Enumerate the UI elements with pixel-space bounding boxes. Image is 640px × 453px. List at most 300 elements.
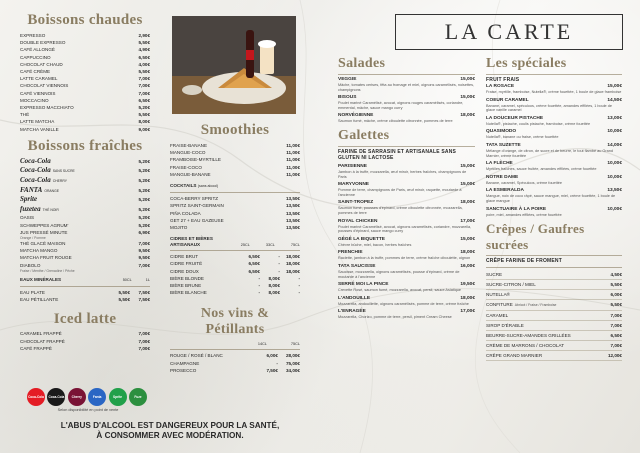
item-price: 15,00€: [607, 84, 622, 89]
crepes-list: [486, 270, 622, 361]
menu-entry: [20, 247, 150, 254]
menu-entry: [20, 229, 150, 240]
brand-logo-icon: Cherry: [68, 388, 86, 406]
item-price: 2,90€: [138, 33, 150, 38]
menu-row: [170, 253, 300, 260]
item-name: CAPPUCCINO: [20, 54, 51, 60]
item-price: 34,00€: [285, 367, 300, 373]
item-prices: [246, 282, 300, 289]
brand-label: [20, 176, 67, 186]
section-title-speciales: Les spéciales: [486, 56, 567, 71]
item-price: 4,90€: [138, 47, 150, 53]
menu-entry: [20, 222, 150, 229]
item-price: 6,50€: [248, 268, 260, 274]
item-note: Abricot / Fraise / Framboise: [514, 303, 557, 308]
item-name: SCHWEPPES AGRUM': [20, 222, 69, 228]
cidres-col2: 33CL: [265, 243, 275, 248]
item-name: BIÈRE BLANCHE: [170, 290, 207, 296]
item-prices: [246, 253, 300, 260]
crepes-subtitle: CRÊPE FARINE DE FROMENT: [486, 258, 562, 265]
item-name: NUTELLA®: [486, 292, 511, 298]
menu-row: [20, 118, 150, 125]
item-price: 7,00€: [138, 262, 150, 268]
item-price: 5,50€: [610, 282, 622, 288]
menu-row: [170, 289, 300, 296]
item-price: 11,00€: [286, 157, 300, 163]
item-name: GÉGÉ LA BIQUETTE: [338, 236, 385, 242]
menu-entry: [20, 254, 150, 261]
vins-cols: [170, 342, 300, 347]
item-name: MATCHA MANGO: [20, 248, 58, 254]
section-title-galettes: Galettes: [338, 127, 390, 143]
brand-name: Coca-Cola: [20, 176, 51, 185]
menu-item: [486, 129, 622, 140]
brand-name: Coca-Cola: [20, 166, 51, 175]
eaux-col1: 50CL: [122, 277, 132, 282]
item-price: -: [278, 268, 280, 274]
vins-col2: 75CL: [290, 342, 300, 347]
menu-item: [486, 84, 622, 95]
item-price: 18,00€: [285, 268, 300, 274]
item-price: 5,50€: [118, 290, 130, 296]
item-label: [486, 300, 556, 310]
menu-row: [170, 210, 300, 217]
item-description: Saumon fumé, mâche, crème ciboulette citronnée, pommes de terre: [338, 119, 453, 124]
item-description: Mozzarella, Chorizo, pomme de terre, persil, piment Cream Cheese: [338, 315, 452, 320]
item-price: 6,00€: [266, 353, 278, 359]
item-price: 13,50€: [285, 217, 300, 223]
item-price: 10,00€: [607, 206, 622, 212]
brand-logo-icon: Sprite: [109, 388, 127, 406]
menu-row: [170, 282, 300, 289]
item-description: Poulet mariné Caramélisé, avocat, oignons caramélisés, coriandre, mozzarella, pousses d'épinard, sauce mango curry: [338, 224, 472, 234]
item-name: NORVÉGIENNE: [338, 113, 374, 119]
speciales-subtitle: FRUIT FRAIS: [486, 77, 520, 83]
menu-row: [20, 97, 150, 104]
item-name: FRAMBOISE-MYRTILLE: [170, 157, 221, 163]
item-prices: [246, 260, 300, 267]
item-name: SAINT-TROPEZ: [338, 200, 374, 206]
item-description: Myrtilles fraîches, sauce fruitée, amandes effilées, crème fouettée: [486, 167, 597, 172]
brand-variant: CHERRY: [52, 179, 67, 184]
item-prices: [246, 289, 300, 296]
item-price: 75,00€: [285, 360, 300, 366]
item-price: 7,00€: [138, 338, 150, 344]
menu-row: [486, 270, 622, 280]
item-description: Banane, caramel, Spéculoos, crème fouettée: [486, 180, 562, 185]
eaux-col2: 1L: [145, 277, 150, 282]
item-price: -: [276, 360, 278, 366]
item-name: CHOCOLAT FRAPPÉ: [20, 338, 65, 344]
item-price: 5,20€: [138, 168, 150, 174]
item-name: BISOUS: [338, 95, 357, 101]
item-name: TATA SUZETTE: [486, 142, 521, 148]
logos-note: Selon disponibilité en point de vente: [57, 408, 119, 412]
item-name: EXPRESSO: [20, 33, 46, 38]
item-price: 9,00€: [138, 126, 150, 132]
eaux-header: [20, 276, 150, 284]
item-price: 11,00€: [286, 171, 300, 177]
brand-label: [20, 205, 59, 215]
item-price: 8,00€: [268, 275, 280, 281]
item-name: EAU PLATE: [20, 290, 45, 296]
menu-row: [170, 217, 300, 224]
menu-item: [486, 175, 622, 186]
item-description: Raclette, jambon à la truffe, pommes de terre, crème fraîche ciboulette, oignon: [338, 256, 471, 261]
item-name: COCA-BERRY SPRITZ: [170, 196, 219, 202]
item-name: NOTRE DAME: [486, 174, 519, 180]
item-prices: [116, 289, 150, 296]
menu-row: [170, 224, 300, 231]
brand-name: Coca-Cola: [20, 156, 51, 165]
brand-variant: THÉ NOIR: [42, 207, 59, 212]
item-name: LA DOUCEUR PISTACHE: [486, 115, 544, 121]
item-price: 10,00€: [607, 129, 622, 135]
item-name: SANCTUAIRE À LA POIRE: [486, 206, 547, 212]
eaux-list: [20, 289, 150, 303]
item-name: SIROP D'ÉRABLE: [486, 323, 524, 329]
item-prices: [264, 360, 300, 367]
item-price: 6,90€: [138, 229, 150, 235]
item-name: CHAMPAGNE: [170, 360, 200, 366]
hot-drinks-list: [20, 32, 150, 133]
item-price: 5,50€: [610, 302, 622, 308]
menu-item: [338, 200, 475, 215]
item-price: -: [278, 254, 280, 260]
alcohol-warning: [20, 421, 320, 441]
vins-list: [170, 352, 300, 374]
item-label: [486, 270, 502, 279]
item-name: CARAMEL FRAPPÉ: [20, 331, 62, 337]
item-note: Fraise / Menthe / Grenadine / Pêche: [20, 268, 75, 273]
menu-row: [20, 68, 150, 75]
item-description: Chèvre bûche, miel, bacon, herbes fraîches: [338, 242, 412, 247]
item-price: 7,50€: [138, 290, 150, 296]
item-price: 5,20€: [138, 215, 150, 221]
item-name: L'ANDOUILLE: [338, 295, 371, 301]
item-name: CRÈME DE MARRONS / CHOCOLAT: [486, 343, 565, 349]
menu-row: [486, 280, 622, 290]
item-price: 19,50€: [460, 282, 475, 288]
item-price: 8,00€: [138, 119, 150, 125]
item-name: BEURRE-SUCRE-AMANDES GRILLÉES: [486, 333, 571, 339]
item-description: Banane, caramel, spéculoos, crème fouettée, amandes effilées, 1 boule de glace vanille caramel: [486, 103, 612, 113]
vins-col1: 14CL: [257, 342, 267, 347]
menu-row: [170, 367, 300, 374]
section-title-crepes: Crêpes / Gaufres sucrées: [486, 221, 585, 253]
item-prices: [246, 268, 300, 275]
item-price: 6,50€: [248, 254, 260, 260]
item-name: DIABOLO: [20, 262, 41, 268]
item-price: 18,00€: [460, 200, 475, 206]
menu-entry: [20, 214, 150, 221]
item-price: 9,50€: [138, 255, 150, 261]
menu-row: [170, 352, 300, 359]
item-price: 7,00€: [138, 90, 150, 96]
menu-row: [170, 275, 300, 282]
item-price: 17,00€: [460, 218, 475, 224]
menu-row: [20, 345, 150, 352]
menu-item: [486, 143, 622, 158]
divider: [20, 286, 150, 287]
menu-entry: [20, 262, 150, 273]
menu-row: [486, 331, 622, 341]
item-name: FRAISE-BANANE: [170, 143, 208, 148]
item-price: 11,00€: [286, 143, 300, 148]
item-name: ROYAL CHICKEN: [338, 218, 378, 224]
item-description: Mélange d'orange, de citron, de sucre et de beurre, le tout flambé au Grand Marnier, crème fouettée: [486, 148, 613, 158]
menu-row: [20, 262, 150, 269]
section-title-salades: Salades: [338, 56, 386, 71]
menu-item: [486, 161, 622, 172]
menu-item: [338, 113, 475, 124]
item-price: 7,00€: [138, 331, 150, 337]
item-price: 7,00€: [138, 83, 150, 89]
item-note: Orange / Pomme: [20, 236, 46, 241]
item-price: 5,20€: [138, 105, 150, 111]
item-price: 10,00€: [607, 161, 622, 167]
item-name: CAFÉ ALLONGÉ: [20, 47, 55, 53]
item-price: 4,00€: [138, 61, 150, 67]
item-price: 15,00€: [460, 182, 475, 188]
menu-row: [20, 166, 150, 176]
item-price: 13,00€: [607, 115, 622, 121]
item-name: LA ESMERALDA: [486, 188, 524, 194]
item-name: TATA SAUCISSE: [338, 263, 376, 269]
item-price: 12,00€: [607, 353, 622, 359]
menu-row: [20, 32, 150, 39]
cidres-col1: 25CL: [240, 243, 250, 248]
menu-item: [338, 296, 475, 307]
item-price: 7,00€: [610, 343, 622, 349]
menu-row: [486, 321, 622, 331]
item-name: GET 27 + EAU GAZEUSE: [170, 217, 224, 223]
item-name: CAFÉ VIENNOIS: [20, 90, 56, 96]
cidres-col3: 75CL: [290, 243, 300, 248]
item-label: [486, 311, 508, 320]
item-price: 18,00€: [285, 254, 300, 260]
brand-logo-icon: Coca-Cola: [27, 388, 45, 406]
brand-variant: ORANGE: [44, 188, 60, 193]
item-price: 11,00€: [286, 150, 300, 156]
section-title-iced-latte: Iced latte: [53, 311, 117, 328]
menu-item: [486, 188, 622, 203]
brand-label: [20, 186, 59, 196]
eaux-minerales: [20, 276, 150, 304]
section-title-smoothies: Smoothies: [200, 122, 270, 138]
menu-row: [20, 205, 150, 215]
item-name: JUS PRESSÉ MINUTE: [20, 229, 68, 235]
brand-logos: [27, 388, 147, 406]
item-price: -: [298, 283, 300, 289]
menu-row: [20, 229, 150, 236]
divider: [338, 146, 475, 147]
item-price: 9,50€: [138, 248, 150, 254]
item-description: poire, miel, amandes effilées, crème fouettée: [486, 212, 562, 217]
item-name: VEGGIE: [338, 77, 357, 82]
item-name: LA FLÈCHE: [486, 161, 513, 167]
item-name: MATCHA VANILLE: [20, 126, 59, 132]
item-description: Jambon à la truffe, mozzarella, œuf miroir, herbes fraîches, champignons de Paris: [338, 169, 467, 179]
item-description: Poulet mariné Caramélisé, avocat, oignons rouges caramélisés, coriandre, emmental, mâche, sauce mango curry: [338, 101, 464, 110]
item-name: MOJITO: [170, 225, 188, 231]
item-price: 18,00€: [460, 250, 475, 256]
menu-item: [486, 98, 622, 113]
item-price: 5,50€: [138, 40, 150, 46]
item-price: 7,00€: [138, 345, 150, 351]
item-price: -: [298, 275, 300, 281]
item-price: 14,50€: [607, 97, 622, 103]
menu-row: [20, 247, 150, 254]
item-price: 5,20€: [138, 222, 150, 228]
item-price: 5,20€: [138, 178, 150, 184]
brand-logo-icon: Fanta: [88, 388, 106, 406]
cocktails-list: [170, 195, 300, 231]
item-label: [486, 331, 571, 340]
menu-row: [486, 351, 622, 361]
menu-row: [20, 289, 150, 296]
item-name: EXPRESSO MACCHIATO: [20, 105, 74, 111]
item-name: LA ROSACE: [486, 84, 515, 89]
item-name: L'ENRAGÉE: [338, 309, 366, 315]
item-name: BIÈRE BLONDE: [170, 275, 204, 281]
galettes-list: [338, 164, 475, 320]
warning-line-2: À CONSOMMER AVEC MODÉRATION.: [96, 431, 244, 440]
item-price: 13,50€: [285, 210, 300, 216]
menu-item: [338, 250, 475, 261]
cold-brand-list: [20, 157, 150, 215]
divider: [170, 192, 300, 193]
la-carte-title: LA CARTE: [444, 19, 574, 44]
item-price: 14,00€: [607, 142, 622, 148]
menu-row: [20, 222, 150, 229]
menu-row: [20, 330, 150, 337]
divider: [338, 74, 475, 75]
menu-row: [170, 142, 300, 149]
menu-row: [20, 186, 150, 196]
menu-row: [170, 171, 300, 178]
item-description: Saucisse, mozzarella, oignons caramélisés, pousse d'épinard, crème de moutarde à l'ancienne: [338, 269, 460, 279]
cidres-list: [170, 253, 300, 296]
menu-item: [338, 95, 475, 110]
eaux-title: EAUX MINÉRALES: [20, 276, 62, 282]
salades-list: [338, 77, 475, 124]
item-label: [486, 321, 524, 330]
item-label: [486, 280, 536, 289]
item-name: EAU PÉTILLANTE: [20, 297, 59, 303]
menu-row: [20, 157, 150, 167]
item-name: MOCCACINO: [20, 97, 49, 103]
item-price: 15,00€: [460, 236, 475, 242]
item-price: 10,00€: [607, 174, 622, 180]
item-price: 15,00€: [460, 95, 475, 101]
item-label: [486, 351, 542, 360]
item-price: 13,50€: [607, 188, 622, 194]
brand-label: [20, 195, 39, 205]
menu-row: [20, 111, 150, 118]
item-price: 6,50€: [248, 261, 260, 267]
item-name: MANGUE-COCO: [170, 150, 206, 156]
item-price: 7,00€: [610, 313, 622, 319]
item-prices: [264, 367, 300, 374]
menu-row: [20, 176, 150, 186]
item-prices: [116, 296, 150, 303]
item-price: 5,20€: [138, 187, 150, 193]
item-price: 5,20€: [138, 158, 150, 164]
menu-row: [170, 360, 300, 367]
item-price: 16,00€: [460, 263, 475, 269]
section-title-vins: Nos vins & Pétillants: [200, 306, 270, 338]
section-title-boissons-fraiches: Boissons fraîches: [27, 137, 143, 154]
item-price: 28,00€: [285, 353, 300, 359]
item-price: 5,50€: [118, 297, 130, 303]
menu-row: [170, 202, 300, 209]
item-name: MARYVONNE: [338, 182, 370, 188]
item-name: MATCHA FRUIT ROUGE: [20, 255, 72, 261]
item-name: BIÈRE BRUNE: [170, 283, 202, 289]
menu-row: [20, 46, 150, 53]
menu-row: [20, 296, 150, 303]
item-name: THÉ GLACÉ MAISON: [20, 241, 66, 247]
menu-row: [486, 290, 622, 300]
item-price: 5,20€: [138, 197, 150, 203]
cocktails-header: [170, 182, 300, 190]
item-name: PIÑA COLADA: [170, 210, 201, 216]
item-name: CIDRE BRUT: [170, 254, 199, 260]
item-price: 8,00€: [268, 290, 280, 296]
smoothies-list: [170, 142, 300, 178]
brand-name: Sprite: [20, 195, 38, 204]
item-name: CHOCOLAT CHAUD: [20, 61, 63, 67]
menu-row: [170, 156, 300, 163]
menu-row: [20, 61, 150, 68]
item-price: 7,00€: [138, 241, 150, 247]
item-name: CRÊPE GRAND MARNIER: [486, 353, 543, 359]
column-smoothies: [170, 0, 300, 374]
menu-row: [170, 260, 300, 267]
menu-entry: [20, 240, 150, 247]
item-name: CARAMEL: [486, 313, 509, 319]
menu-row: [170, 195, 300, 202]
menu-row: [20, 240, 150, 247]
item-label: [486, 290, 510, 299]
item-name: SERRÉ MOI LA PINCE: [338, 282, 389, 288]
item-price: 6,00€: [610, 292, 622, 298]
column-salades-galettes: [338, 0, 475, 323]
menu-row: [20, 338, 150, 345]
brand-logo-icon: Coca-Cola: [47, 388, 65, 406]
item-price: 17,00€: [460, 309, 475, 315]
menu-item: [486, 116, 622, 127]
item-prices: [246, 275, 300, 282]
item-description: Saumon fumé, pousses d'épinard, crème ciboulette citronnée, mozzarella, pommes de terre: [338, 206, 463, 215]
item-price: 18,00€: [460, 113, 475, 119]
item-name: FRENCHIE: [338, 250, 363, 256]
speciales-list: [486, 84, 622, 217]
item-price: -: [258, 275, 260, 281]
divider: [170, 349, 300, 350]
item-prices: [264, 352, 300, 359]
item-price: 15,00€: [460, 163, 475, 169]
cold-drinks-list: [20, 214, 150, 272]
menu-row: [20, 82, 150, 89]
item-name: LATTE MATCHA: [20, 119, 55, 125]
menu-row: [20, 54, 150, 61]
item-price: 13,50€: [285, 196, 300, 202]
item-name: QUASIMODO: [486, 129, 517, 135]
column-speciales-crepes: [486, 0, 622, 361]
menu-item: [338, 182, 475, 197]
